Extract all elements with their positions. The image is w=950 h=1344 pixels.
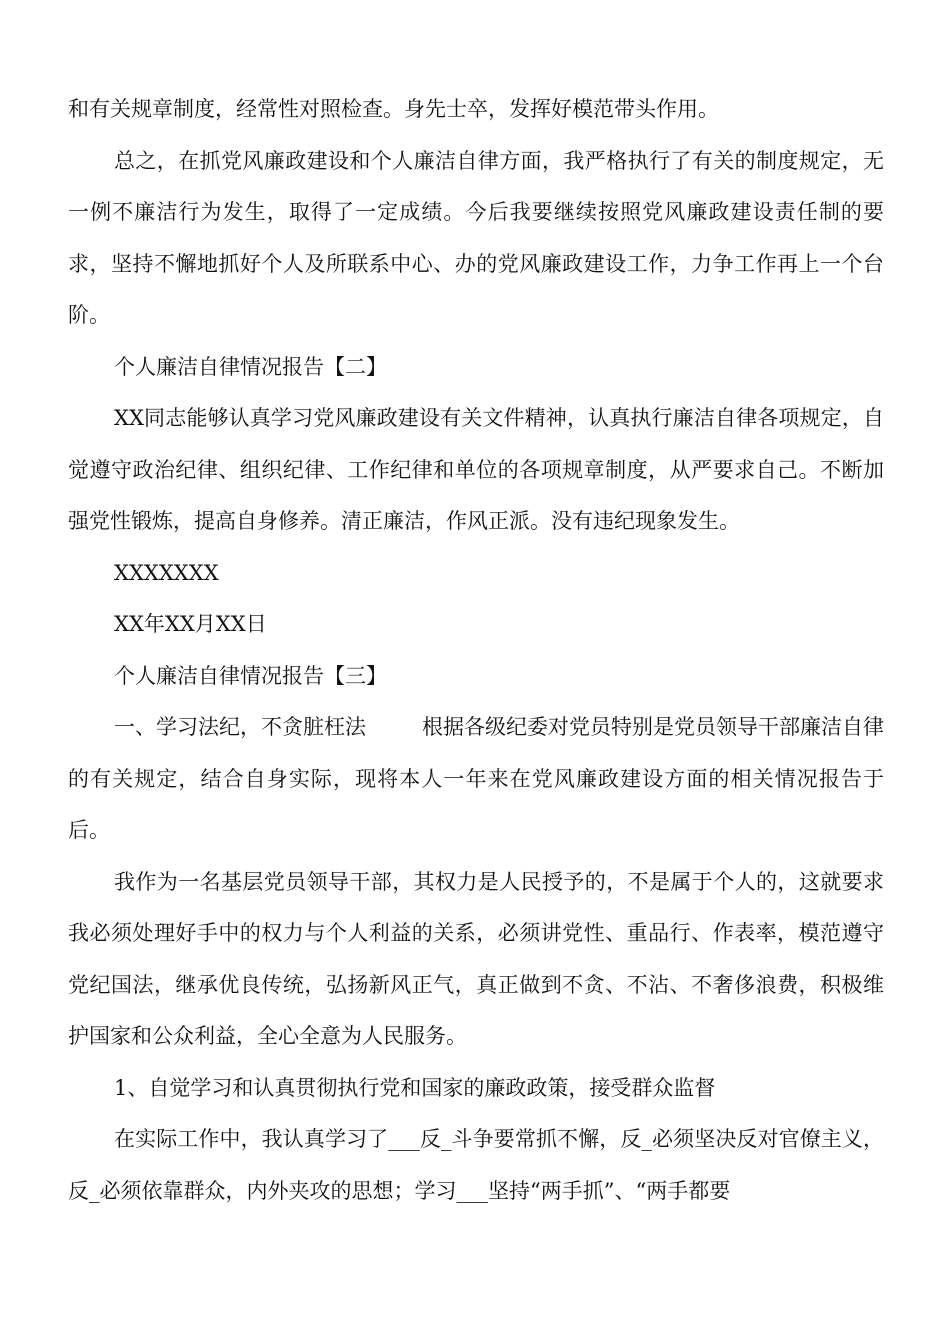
section-heading-3: 个人廉洁自律情况报告【三】 xyxy=(114,663,387,688)
paragraph-continuation: 和有关规章制度，经常性对照检查。身先士卒，发挥好模范带头作用。 xyxy=(68,97,719,121)
date-line: XX年XX月XX日 xyxy=(114,612,267,636)
paragraph-practice: 在实际工作中，我认真学习了___反_斗争要常抓不懈，反_必须坚决反对官僚主义，反_必须依靠群众，内外夹攻的思想；学习___坚持“两手抓”、“两手都要 xyxy=(68,1127,884,1203)
subsection-title-1: 一、学习法纪，不贪脏枉法 xyxy=(114,715,366,739)
subsection-text-1: 根据各级纪委对党员特别是党员领导干部廉洁自律的有关规定，结合自身实际，现将本人一年来在党风廉政建设方面的相关情况报告于后。 xyxy=(68,715,884,842)
document-page xyxy=(68,84,884,1217)
paragraph-summary: 总之，在抓党风廉政建设和个人廉洁自律方面，我严格执行了有关的制度规定，无一例不廉洁行为发生，取得了一定成绩。今后我要继续按照党风廉政建设责任制的要求，坚持不懈地抓好个人及所联系中心、办的党风廉政建设工作，力争工作再上一个台阶。 xyxy=(68,148,884,327)
list-item-1-title: 1、自觉学习和认真贯彻执行党和国家的廉政政策，接受群众监督 xyxy=(114,1075,716,1100)
paragraph-report-3-intro xyxy=(68,702,884,857)
signature-line: XXXXXXX xyxy=(114,560,219,585)
section-heading-2: 个人廉洁自律情况报告【二】 xyxy=(114,354,387,379)
paragraph-role: 我作为一名基层党员领导干部，其权力是人民授予的，不是属于个人的，这就要求我必须处理好手中的权力与个人利益的关系，必须讲党性、重品行、作表率，模范遵守党纪国法，继承优良传统，弘扬新风正气，真正做到不贪、不沾、不奢侈浪费，积极维护国家和公众利益，全心全意为人民服务。 xyxy=(68,869,884,1048)
paragraph-report-2: XX同志能够认真学习党风廉政建设有关文件精神，认真执行廉洁自律各项规定，自觉遵守政治纪律、组织纪律、工作纪律和单位的各项规章制度，从严要求自己。不断加强党性锻炼，提高自身修养。清正廉洁，作风正派。没有违纪现象发生。 xyxy=(68,406,884,533)
